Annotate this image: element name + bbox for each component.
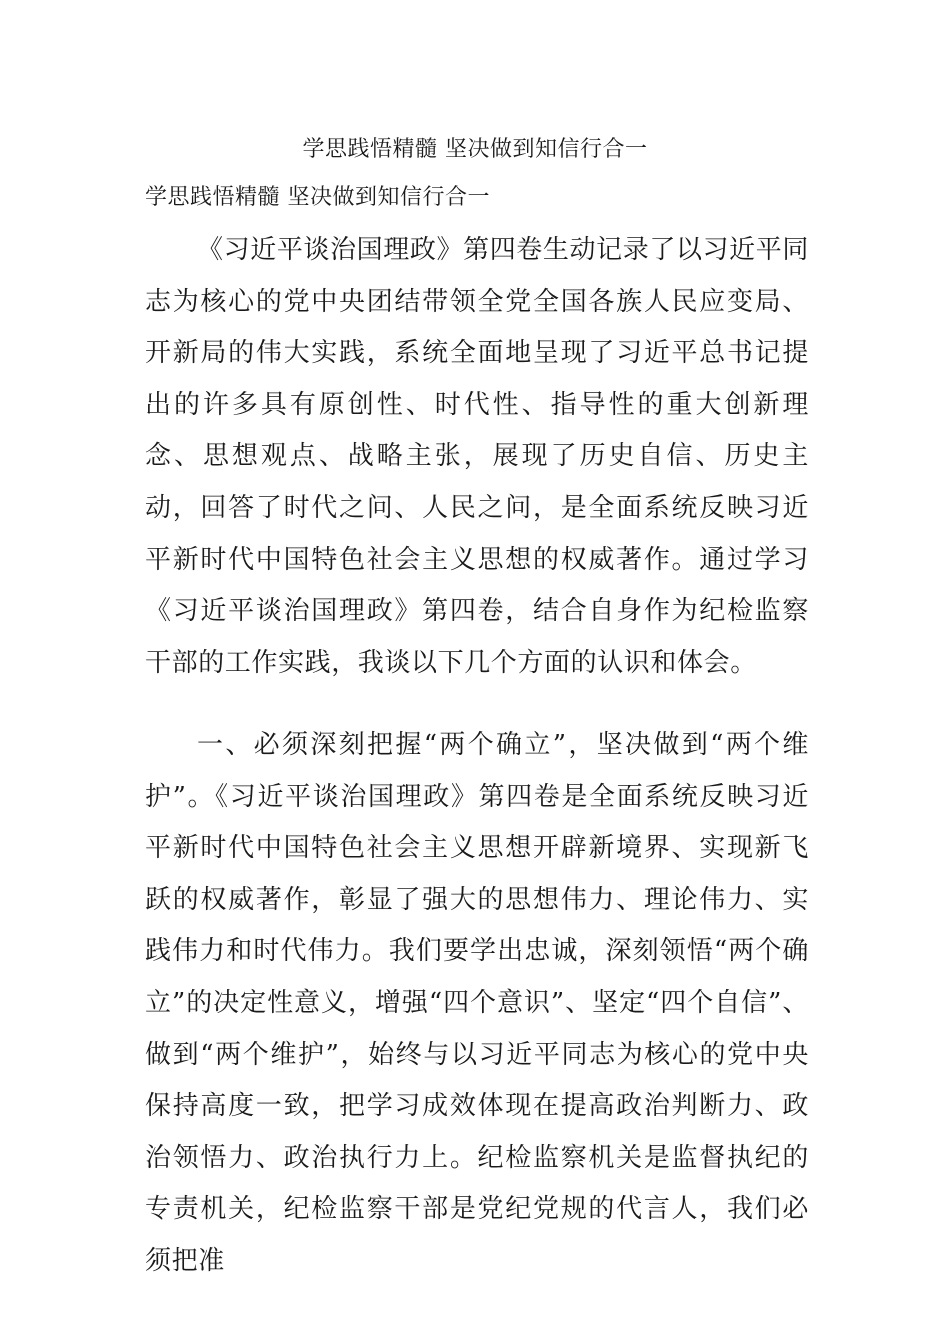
section-one-paragraph: 一、必须深刻把握“两个确立”，坚决做到“两个维护”。《习近平谈治国理政》第四卷是全面系统反映习近平新时代中国特色社会主义思想开辟新境界、实现新飞跃的权威著作，彰显了强大的思想伟力、理论伟力、实践伟力和时代伟力。我们要学出忠诚，深刻领悟“两个确立”的决定性意义，增强“四个意识”、坚定“四个自信”、做到“两个维护”，始终与以习近平同志为核心的党中央保持高度一致，把学习成效体现在提高政治判断力、政治领悟力、政治执行力上。纪检监察机关是监督执纪的专责机关，纪检监察干部是党纪党规的代言人，我们必须把准 — [145, 730, 809, 1276]
document-subtitle: 学思践悟精髓 坚决做到知信行合一 — [145, 185, 490, 210]
document-title: 学思践悟精髓 坚决做到知信行合一 — [302, 137, 648, 162]
intro-paragraph: 《习近平谈治国理政》第四卷生动记录了以习近平同志为核心的党中央团结带领全党全国各族人民应变局、开新局的伟大实践，系统全面地呈现了习近平总书记提出的许多具有原创性、时代性、指导性的重大创新理念、思想观点、战略主张，展现了历史自信、历史主动，回答了时代之问、人民之问，是全面系统反映习近平新时代中国特色社会主义思想的权威著作。通过学习《习近平谈治国理政》第四卷，结合自身作为纪检监察干部的工作实践，我谈以下几个方面的认识和体会。 — [145, 235, 809, 678]
